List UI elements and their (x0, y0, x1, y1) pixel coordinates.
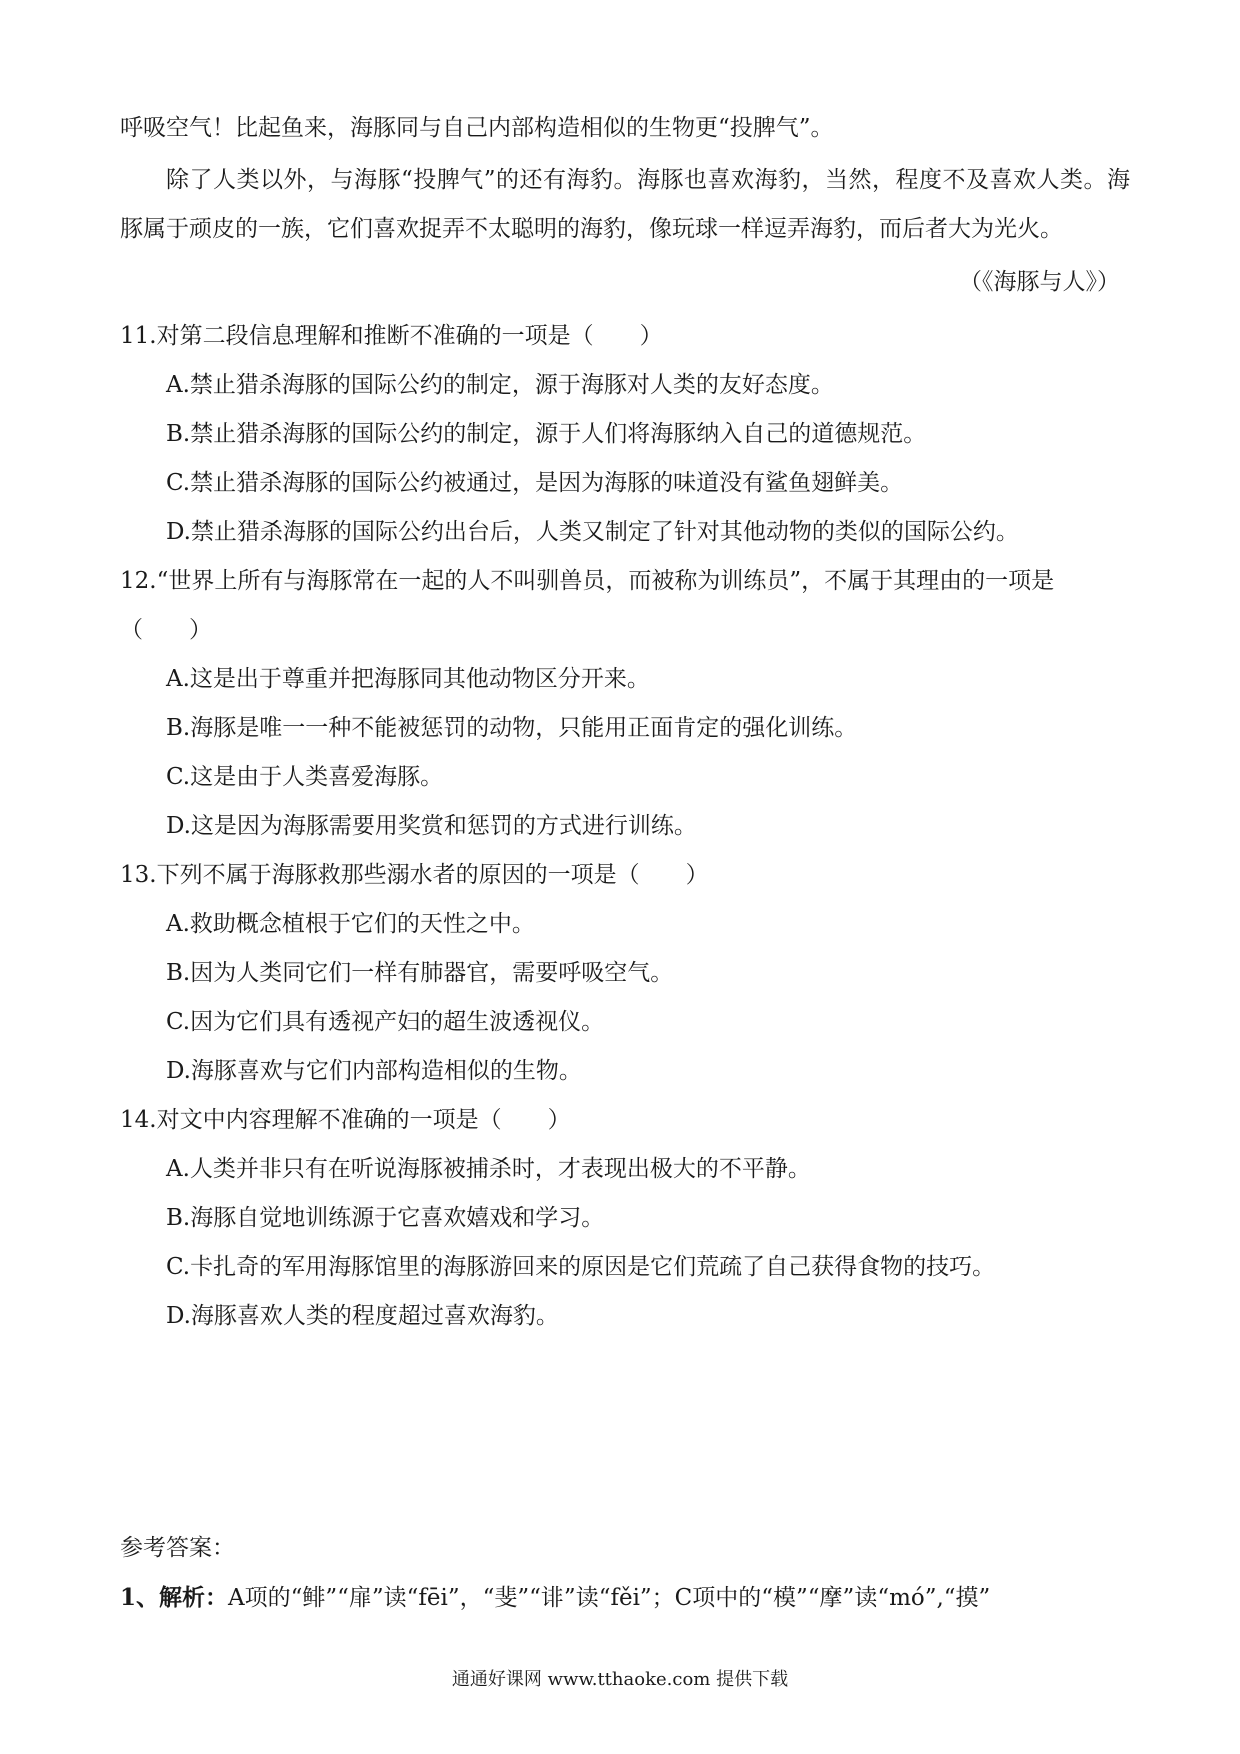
answer-1 (120, 1582, 1130, 1614)
answers-title: 参考答案： (120, 1535, 235, 1561)
page-footer: 通通好课网 www.tthaoke.com 提供下载 (451, 1669, 789, 1690)
option-c: C.禁止猎杀海豚的国际公约被通过，是因为海豚的味道没有鲨鱼翅鲜美。 (166, 470, 904, 496)
option-c: C.卡扎奇的军用海豚馆里的海豚游回来的原因是它们荒疏了自己获得食物的技巧。 (166, 1254, 996, 1280)
option-b: B.海豚是唯一一种不能被惩罚的动物，只能用正面肯定的强化训练。 (166, 715, 858, 741)
question-stem: 14.对文中内容理解不准确的一项是（ ） (120, 1107, 571, 1133)
question-14 (120, 1096, 1130, 1341)
option-a: A.人类并非只有在听说海豚被捕杀时，才表现出极大的不平静。 (166, 1156, 811, 1182)
question-stem: 12.“世界上所有与海豚常在一起的人不叫驯兽员，而被称为训练员”，不属于其理由的一项是（ ） (120, 568, 1055, 643)
answer-text: A项的“鲱”“扉”读“fēi”，“斐”“诽”读“fěi”；C项中的“模”“摩”读“mó”,“摸” (228, 1585, 991, 1611)
question-stem: 13.下列不属于海豚救那些溺水者的原因的一项是（ ） (120, 862, 709, 888)
option-d: D.海豚喜欢人类的程度超过喜欢海豹。 (166, 1303, 559, 1329)
passage-paragraph: 除了人类以外，与海豚“投脾气”的还有海豹。海豚也喜欢海豹，当然，程度不及喜欢人类。海豚属于顽皮的一族，它们喜欢捉弄不太聪明的海豹，像玩球一样逗弄海豹，而后者大为光火。 (120, 167, 1130, 242)
option-a: A.禁止猎杀海豚的国际公约的制定，源于海豚对人类的友好态度。 (166, 372, 834, 398)
passage-source: （《海豚与人》） (959, 269, 1120, 295)
option-b: B.因为人类同它们一样有肺器官，需要呼吸空气。 (166, 960, 674, 986)
option-a: A.救助概念植根于它们的天性之中。 (166, 911, 535, 937)
passage-and-questions (120, 112, 1130, 1341)
option-b: B.禁止猎杀海豚的国际公约的制定，源于人们将海豚纳入自己的道德规范。 (166, 421, 927, 447)
question-12 (120, 557, 1130, 851)
option-c: C.因为它们具有透视产妇的超生波透视仪。 (166, 1009, 605, 1035)
reference-answers (120, 1532, 1130, 1614)
option-a: A.这是出于尊重并把海豚同其他动物区分开来。 (166, 666, 650, 692)
passage-continued-line: 呼吸空气！比起鱼来，海豚同与自己内部构造相似的生物更“投脾气”。 (120, 115, 834, 141)
option-c: C.这是由于人类喜爱海豚。 (166, 764, 444, 790)
question-11 (120, 312, 1130, 557)
question-stem: 11.对第二段信息理解和推断不准确的一项是（ ） (120, 323, 663, 349)
question-13 (120, 851, 1130, 1096)
option-d: D.禁止猎杀海豚的国际公约出台后，人类又制定了针对其他动物的类似的国际公约。 (166, 519, 1019, 545)
option-d: D.这是因为海豚需要用奖赏和惩罚的方式进行训练。 (166, 813, 697, 839)
answer-label: 1、解析： (120, 1584, 229, 1611)
option-d: D.海豚喜欢与它们内部构造相似的生物。 (166, 1058, 582, 1084)
option-b: B.海豚自觉地训练源于它喜欢嬉戏和学习。 (166, 1205, 605, 1231)
